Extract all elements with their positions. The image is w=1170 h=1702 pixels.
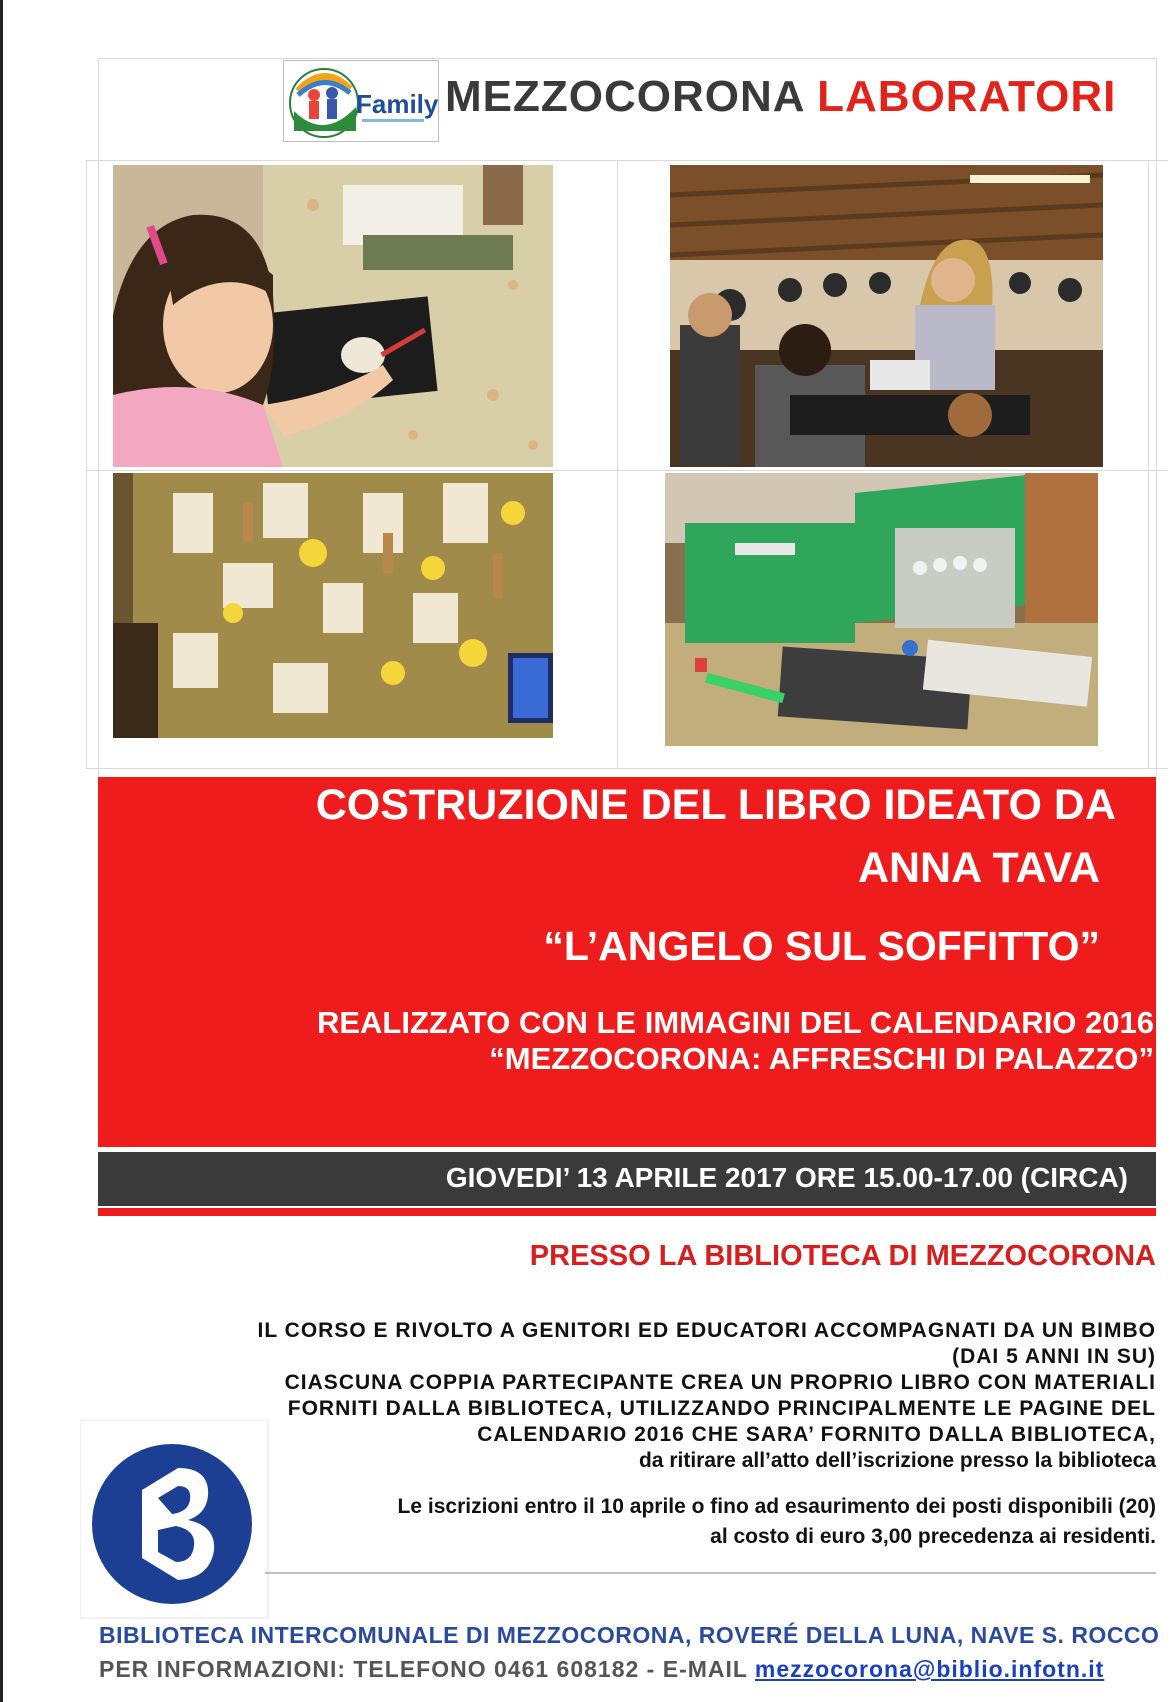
library-name: BIBLIOTECA INTERCOMUNALE DI MEZZOCORONA, ROVERÉ DELLA LUNA, NAVE S. ROCCO <box>99 1622 1160 1648</box>
photo-crafts-table <box>113 473 553 738</box>
grid-line-right <box>1148 160 1149 768</box>
title-laboratori: LABORATORI <box>817 72 1117 121</box>
description-line: CALENDARIO 2016 CHE SARA’ FORNITO DALLA BIBLIOTECA, <box>477 1423 1156 1446</box>
divider-red <box>98 1208 1156 1216</box>
banner-book-title: “L’ANGELO SUL SOFFITTO” <box>543 923 1100 969</box>
biblioteca-b-logo-icon <box>80 1420 270 1620</box>
contact-phone: PER INFORMAZIONI: TELEFONO 0461 608182 - E-MAIL <box>99 1656 748 1682</box>
grid-line-left <box>86 160 87 768</box>
description-line: IL CORSO E RIVOLTO A GENITORI ED EDUCATORI ACCOMPAGNATI DA UN BIMBO <box>257 1319 1156 1342</box>
svg-text:Family: Family <box>356 89 438 119</box>
title-banner <box>98 777 1156 1147</box>
description-line: da ritirare all’atto dell’iscrizione presso la biblioteca <box>638 1449 1156 1472</box>
page-edge-rule <box>0 0 3 1702</box>
contact-info <box>99 1656 1104 1683</box>
registration-line: Le iscrizioni entro il 10 aprile o fino ad esaurimento dei posti disponibili (20) <box>397 1495 1156 1518</box>
grid-line-bottom <box>86 768 1168 769</box>
description-line: FORNITI DALLA BIBLIOTECA, UTILIZZANDO PRINCIPALMENTE LE PAGINE DEL <box>287 1397 1156 1420</box>
page-title <box>445 72 1116 122</box>
grid-line-center <box>617 160 618 768</box>
description-line: CIASCUNA COPPIA PARTECIPANTE CREA UN PROPRIO LIBRO CON MATERIALI <box>284 1371 1156 1394</box>
banner-line5: “MEZZOCORONA: AFFRESCHI DI PALAZZO” <box>489 1041 1154 1076</box>
email-link[interactable]: mezzocorona@biblio.infotn.it <box>754 1656 1105 1682</box>
family-logo-icon <box>283 60 439 142</box>
description-line: (DAI 5 ANNI IN SU) <box>952 1345 1156 1368</box>
banner-line1: COSTRUZIONE DEL LIBRO IDEATO DA <box>315 781 1116 829</box>
frame-right <box>1156 58 1157 778</box>
banner-author: ANNA TAVA <box>857 844 1100 892</box>
registration-line: al costo di euro 3,00 precedenza ai residenti. <box>710 1525 1156 1548</box>
grid-line-middle <box>86 470 1168 471</box>
title-town: MEZZOCORONA <box>445 72 804 121</box>
header-frame-top <box>98 58 1156 59</box>
grid-line-top <box>86 160 1168 161</box>
photo-adults-workshop <box>670 165 1103 467</box>
photo-green-book <box>665 473 1098 746</box>
banner-line4: REALIZZATO CON LE IMMAGINI DEL CALENDARIO 2016 <box>316 1005 1154 1040</box>
event-location: PRESSO LA BIBLIOTECA DI MEZZOCORONA <box>529 1240 1156 1272</box>
footer-divider <box>265 1572 1156 1574</box>
photo-girl-drawing <box>113 165 553 467</box>
event-date-time: GIOVEDI’ 13 APRILE 2017 ORE 15.00-17.00 (CIRCA) <box>445 1162 1128 1193</box>
date-bar <box>98 1152 1156 1206</box>
frame-left <box>98 58 99 778</box>
